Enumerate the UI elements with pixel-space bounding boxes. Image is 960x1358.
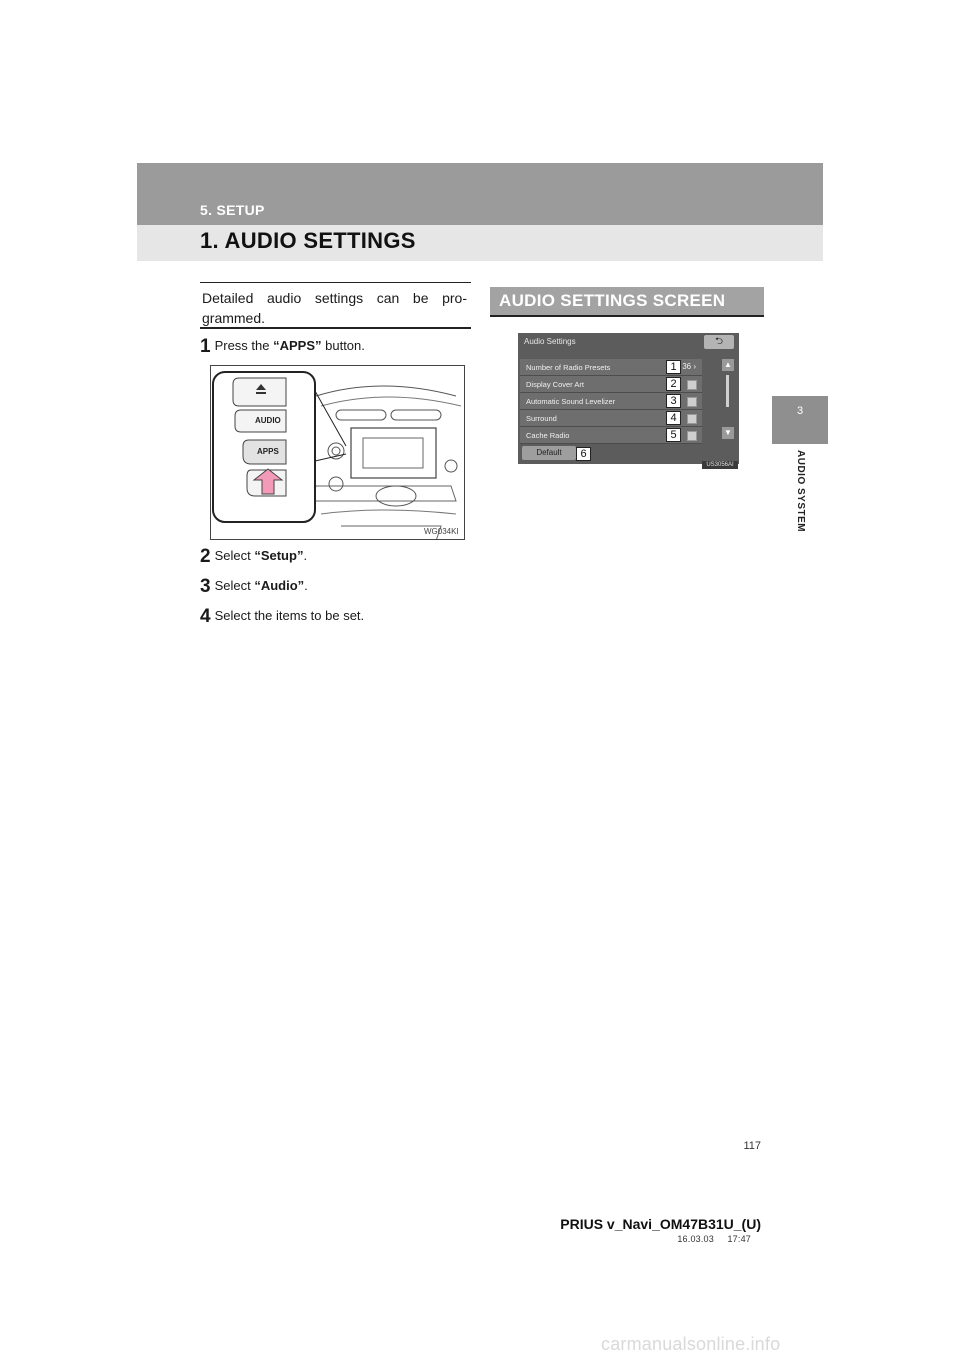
- document-date: 16.03.03 17:47: [677, 1234, 751, 1244]
- chapter-tab: [772, 396, 828, 444]
- step-2: 2 Select “Setup”.: [200, 546, 308, 567]
- audio-button-label: AUDIO: [255, 416, 281, 425]
- section-label: 5. SETUP: [200, 202, 265, 218]
- step-number: 3: [200, 576, 211, 597]
- step-number: 4: [200, 606, 211, 627]
- callout-1: 1: [666, 360, 681, 374]
- audio-settings-screen: [518, 333, 739, 464]
- scroll-up-button[interactable]: [722, 359, 734, 371]
- apps-button-label: APPS: [257, 447, 279, 456]
- illustration-code: WG034KI: [424, 527, 459, 536]
- step-3: 3 Select “Audio”.: [200, 576, 308, 597]
- callout-5: 5: [666, 428, 681, 442]
- subsection-heading: AUDIO SETTINGS SCREEN: [490, 287, 764, 317]
- screen-code: US3056AI: [702, 461, 738, 469]
- chapter-title: 1. AUDIO SETTINGS: [200, 228, 416, 253]
- step-number: 2: [200, 546, 211, 567]
- checkbox-icon[interactable]: [687, 431, 697, 441]
- chapter-tab-number: 3: [796, 405, 804, 417]
- watermark: carmanualsonline.info: [601, 1334, 781, 1354]
- step-number: 1: [200, 336, 211, 357]
- checkbox-icon[interactable]: [687, 414, 697, 424]
- chapter-tab-label: AUDIO SYSTEM: [795, 450, 806, 533]
- callout-4: 4: [666, 411, 681, 425]
- intro-box: [200, 282, 471, 329]
- setting-label: Automatic Sound Levelizer: [526, 397, 616, 406]
- scrollbar[interactable]: [726, 375, 729, 407]
- callout-3: 3: [666, 394, 681, 408]
- scroll-down-button[interactable]: [722, 427, 734, 439]
- setting-value: 36 ›: [682, 362, 696, 371]
- callout-2: 2: [666, 377, 681, 391]
- setting-label: Display Cover Art: [526, 380, 584, 389]
- page-number: 117: [743, 1140, 761, 1152]
- back-button[interactable]: [704, 335, 734, 349]
- step-1: 1 Press the “APPS” button.: [200, 336, 365, 357]
- step-4: 4 Select the items to be set.: [200, 606, 365, 627]
- checkbox-icon[interactable]: [687, 380, 697, 390]
- checkbox-icon[interactable]: [687, 397, 697, 407]
- default-button[interactable]: Default: [522, 446, 576, 460]
- arrow-up-icon: ▲: [724, 360, 732, 369]
- document-id: PRIUS v_Navi_OM47B31U_(U): [560, 1216, 761, 1232]
- setting-label: Cache Radio: [526, 431, 570, 440]
- setting-label: Number of Radio Presets: [526, 363, 611, 372]
- screen-title: Audio Settings: [524, 337, 576, 346]
- dashboard-drawing: [211, 366, 465, 540]
- arrow-down-icon: ▼: [724, 428, 732, 437]
- back-icon: ⮌: [714, 336, 723, 347]
- setting-label: Surround: [526, 414, 557, 423]
- intro-text: Detailed audio settings can be pro-grammed.: [202, 290, 467, 326]
- dashboard-illustration: [210, 365, 465, 540]
- callout-6: 6: [576, 447, 591, 461]
